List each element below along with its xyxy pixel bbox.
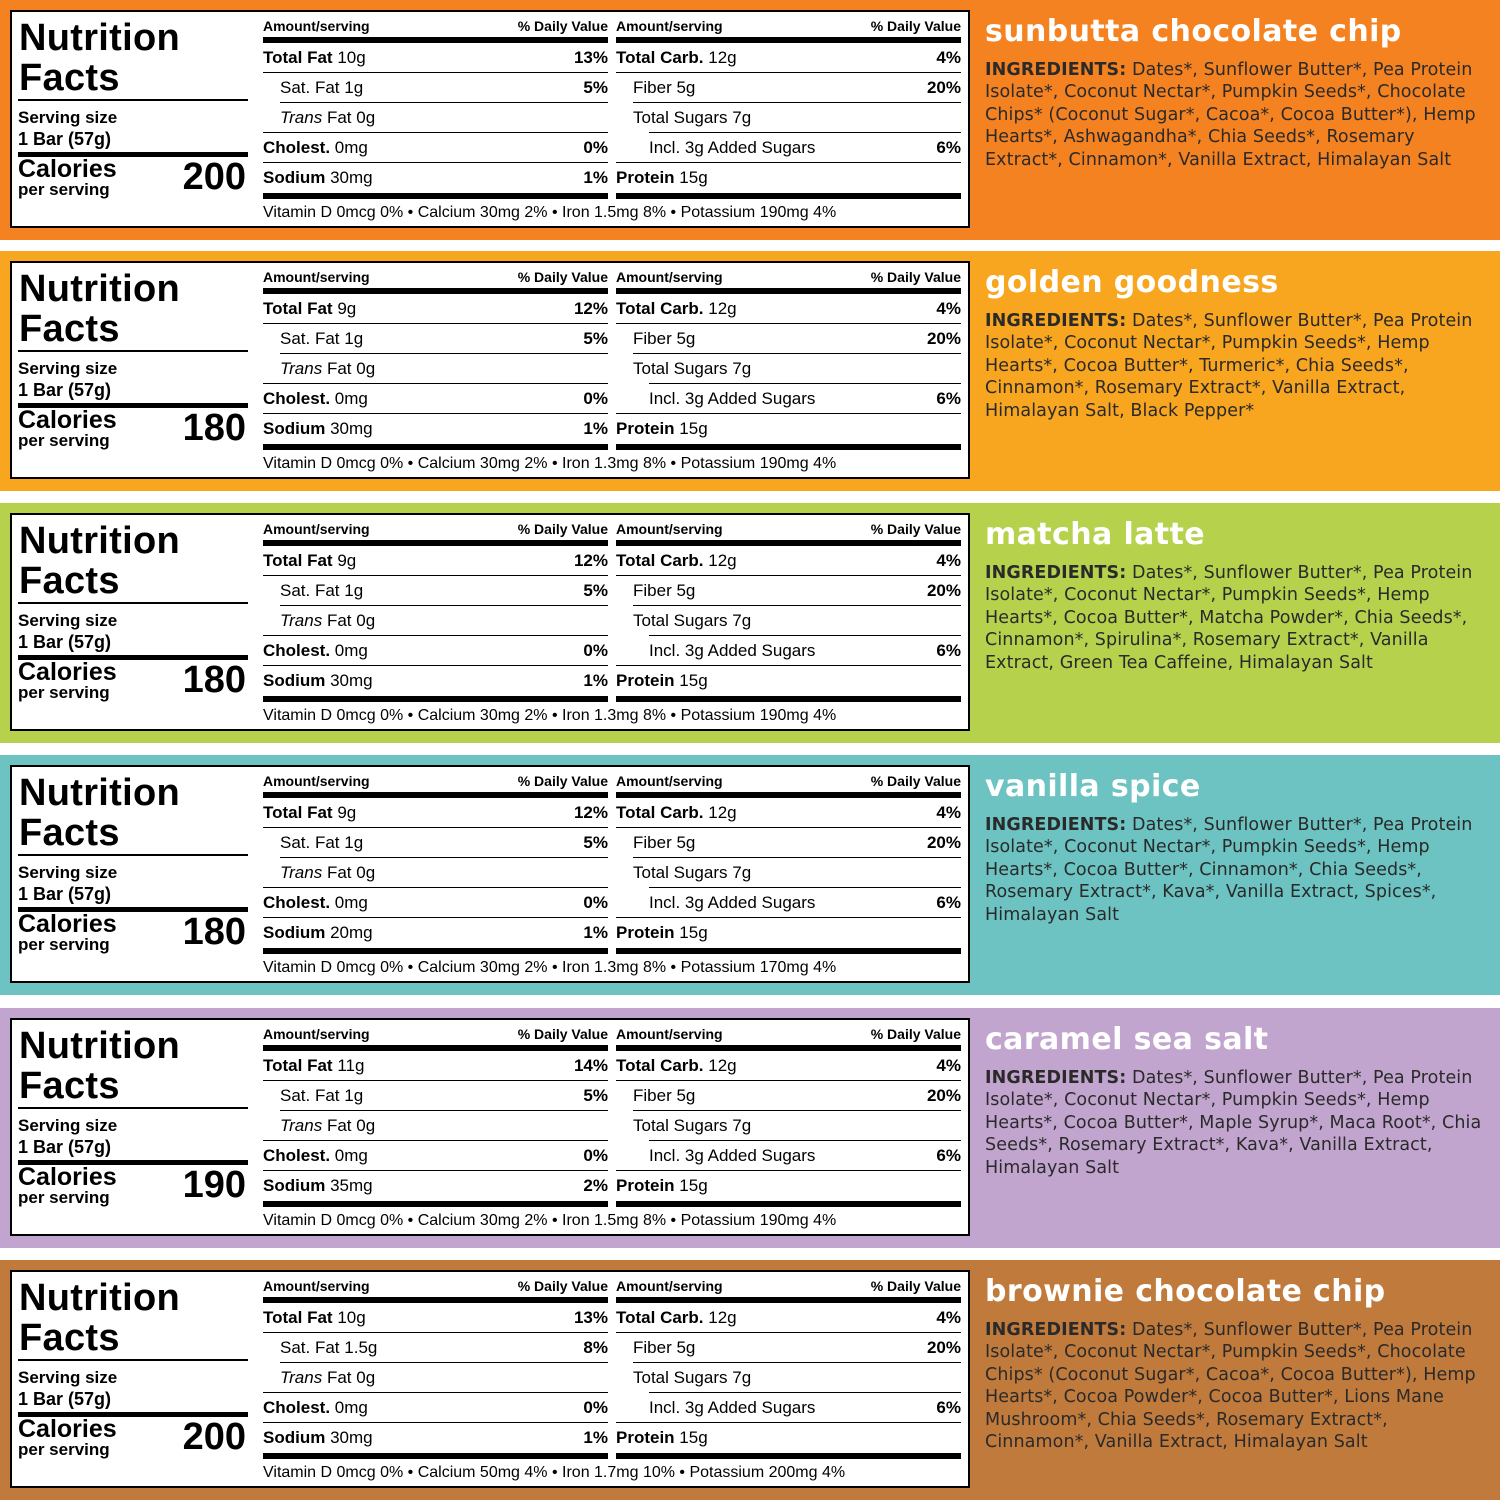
- nutrition-facts-title: Nutrition Facts: [19, 1277, 180, 1359]
- total-sugars-row: Total Sugars 7g: [633, 108, 752, 127]
- divider: [616, 1453, 961, 1459]
- sodium-row: Sodium 20mg 1%: [263, 923, 608, 942]
- nutrient-column-carb: [616, 1020, 961, 1212]
- serving-size-value: 1 Bar (57g): [18, 380, 112, 400]
- column-header: Amount/serving % Daily Value: [263, 1278, 608, 1294]
- cholesterol-row: Cholest. 0mg 0%: [263, 1398, 608, 1417]
- trans-fat-row: Trans Fat 0g: [280, 359, 376, 378]
- nutrition-facts-label: [10, 1018, 970, 1236]
- column-header: Amount/serving % Daily Value: [616, 18, 961, 34]
- nutrition-facts-title: Nutrition Facts: [19, 520, 180, 602]
- nutrition-facts-label: [10, 261, 970, 479]
- total-sugars-row: Total Sugars 7g: [633, 1116, 752, 1135]
- added-sugars-row: Incl. 3g Added Sugars 6%: [649, 1146, 961, 1165]
- serving-size-heading: Serving size: [18, 611, 118, 630]
- nutrient-column-fat: [263, 515, 608, 707]
- protein-row: Protein 15g: [616, 1176, 708, 1195]
- divider: [263, 444, 608, 450]
- sodium-row: Sodium 30mg 1%: [263, 419, 608, 438]
- sat-fat-row: Sat. Fat 1g 5%: [280, 1086, 608, 1105]
- ingredients-list: [985, 814, 1485, 926]
- column-header: Amount/serving % Daily Value: [263, 18, 608, 34]
- flavor-name: vanilla spice: [985, 769, 1201, 804]
- nutrition-facts-title: Nutrition Facts: [19, 772, 180, 854]
- calories-value: 190: [182, 1164, 246, 1206]
- serving-size-heading: Serving size: [18, 359, 118, 378]
- total-fat-row: Total Fat 9g 12%: [263, 299, 608, 318]
- serving-size-value: 1 Bar (57g): [18, 1137, 112, 1157]
- divider: [616, 948, 961, 954]
- vitamins-minerals-line: Vitamin D 0mcg 0% • Calcium 30mg 2% • Iron 1.3mg 8% • Potassium 190mg 4%: [263, 707, 837, 724]
- trans-fat-row: Trans Fat 0g: [280, 611, 376, 630]
- calories-value: 180: [182, 911, 246, 953]
- total-fat-row: Total Fat 10g 13%: [263, 48, 608, 67]
- ingredients-heading: INGREDIENTS:: [985, 563, 1127, 583]
- trans-fat-row: Trans Fat 0g: [280, 1368, 376, 1387]
- ingredients-list: [985, 1319, 1485, 1453]
- vitamins-minerals-line: Vitamin D 0mcg 0% • Calcium 30mg 2% • Iron 1.5mg 8% • Potassium 190mg 4%: [263, 1212, 837, 1229]
- sodium-row: Sodium 35mg 2%: [263, 1176, 608, 1195]
- total-fat-row: Total Fat 9g 12%: [263, 551, 608, 570]
- ingredients-text: Dates*, Sunflower Butter*, Pea Protein Isolate*, Coconut Nectar*, Pumpkin Seeds*, Hemp Hearts*, Cocoa Butter*, Cinnamon*, Chia Seeds*, Rosemary Extract*, Kava*, Vanilla Extract, Spices*, Himalayan Salt: [985, 815, 1473, 925]
- sodium-row: Sodium 30mg 1%: [263, 671, 608, 690]
- total-fat-row: Total Fat 11g 14%: [263, 1056, 608, 1075]
- sodium-row: Sodium 30mg 1%: [263, 168, 608, 187]
- protein-row: Protein 15g: [616, 419, 708, 438]
- divider: [616, 696, 961, 702]
- ingredients-heading: INGREDIENTS:: [985, 1068, 1127, 1088]
- sat-fat-row: Sat. Fat 1g 5%: [280, 833, 608, 852]
- column-header: Amount/serving % Daily Value: [616, 1278, 961, 1294]
- divider: [616, 193, 961, 199]
- total-sugars-row: Total Sugars 7g: [633, 359, 752, 378]
- product-panel-2: [0, 251, 1500, 491]
- product-panel-5: [0, 1008, 1500, 1248]
- serving-size-heading: Serving size: [18, 1368, 118, 1387]
- flavor-name: brownie chocolate chip: [985, 1274, 1386, 1309]
- flavor-name: caramel sea salt: [985, 1022, 1269, 1057]
- added-sugars-row: Incl. 3g Added Sugars 6%: [649, 641, 961, 660]
- cholesterol-row: Cholest. 0mg 0%: [263, 138, 608, 157]
- protein-row: Protein 15g: [616, 168, 708, 187]
- divider: [263, 1453, 608, 1459]
- divider: [616, 444, 961, 450]
- trans-fat-row: Trans Fat 0g: [280, 863, 376, 882]
- ingredients-text: Dates*, Sunflower Butter*, Pea Protein Isolate*, Coconut Nectar*, Pumpkin Seeds*, Hemp Hearts*, Cocoa Butter*, Maple Syrup*, Maca Root*, Chia Seeds*, Rosemary Extract*, Kava*, Vanilla Extract, Himalayan Salt: [985, 1068, 1482, 1178]
- column-header: Amount/serving % Daily Value: [263, 521, 608, 537]
- ingredients-text: Dates*, Sunflower Butter*, Pea Protein Isolate*, Coconut Nectar*, Pumpkin Seeds*, Hemp Hearts*, Cocoa Butter*, Matcha Powder*, Chia Seeds*, Cinnamon*, Spirulina*, Rosemary Extract*, Vanilla Extract, Green Tea Caffeine, Himalayan Salt: [985, 563, 1473, 673]
- ingredients-list: [985, 310, 1485, 422]
- ingredients-heading: INGREDIENTS:: [985, 60, 1127, 80]
- fiber-row: Fiber 5g 20%: [633, 581, 961, 600]
- calories-subheading: per serving: [18, 935, 110, 954]
- total-sugars-row: Total Sugars 7g: [633, 611, 752, 630]
- fiber-row: Fiber 5g 20%: [633, 78, 961, 97]
- sat-fat-row: Sat. Fat 1g 5%: [280, 329, 608, 348]
- calories-value: 200: [182, 156, 246, 198]
- nutrition-facts-label: [10, 513, 970, 731]
- total-carb-row: Total Carb. 12g 4%: [616, 1308, 961, 1327]
- vitamins-minerals-line: Vitamin D 0mcg 0% • Calcium 30mg 2% • Iron 1.3mg 8% • Potassium 190mg 4%: [263, 455, 837, 472]
- nutrient-column-fat: [263, 767, 608, 959]
- calories-subheading: per serving: [18, 1188, 110, 1207]
- divider: [18, 602, 248, 604]
- calories-subheading: per serving: [18, 431, 110, 450]
- serving-size-heading: Serving size: [18, 108, 118, 127]
- serving-size-value: 1 Bar (57g): [18, 1389, 112, 1409]
- total-sugars-row: Total Sugars 7g: [633, 1368, 752, 1387]
- vitamins-minerals-line: Vitamin D 0mcg 0% • Calcium 30mg 2% • Iron 1.5mg 8% • Potassium 190mg 4%: [263, 204, 837, 221]
- protein-row: Protein 15g: [616, 1428, 708, 1447]
- divider: [263, 193, 608, 199]
- total-carb-row: Total Carb. 12g 4%: [616, 1056, 961, 1075]
- serving-size-heading: Serving size: [18, 1116, 118, 1135]
- nutrition-facts-label: [10, 10, 970, 228]
- divider: [18, 350, 248, 352]
- added-sugars-row: Incl. 3g Added Sugars 6%: [649, 893, 961, 912]
- divider: [616, 1201, 961, 1207]
- cholesterol-row: Cholest. 0mg 0%: [263, 893, 608, 912]
- divider: [18, 1359, 248, 1361]
- nutrient-column-carb: [616, 12, 961, 204]
- calories-heading: Calories: [18, 1415, 117, 1443]
- nutrition-facts-label: [10, 1270, 970, 1488]
- column-header: Amount/serving % Daily Value: [616, 773, 961, 789]
- flavor-name: golden goodness: [985, 265, 1279, 300]
- divider: [18, 854, 248, 856]
- nutrition-facts-title: Nutrition Facts: [19, 268, 180, 350]
- column-header: Amount/serving % Daily Value: [616, 1026, 961, 1042]
- nutrient-column-carb: [616, 515, 961, 707]
- calories-heading: Calories: [18, 910, 117, 938]
- sat-fat-row: Sat. Fat 1g 5%: [280, 78, 608, 97]
- serving-size-heading: Serving size: [18, 863, 118, 882]
- nutrient-column-fat: [263, 1020, 608, 1212]
- serving-size-value: 1 Bar (57g): [18, 632, 112, 652]
- total-carb-row: Total Carb. 12g 4%: [616, 48, 961, 67]
- calories-subheading: per serving: [18, 1440, 110, 1459]
- column-header: Amount/serving % Daily Value: [263, 773, 608, 789]
- vitamins-minerals-line: Vitamin D 0mcg 0% • Calcium 30mg 2% • Iron 1.3mg 8% • Potassium 170mg 4%: [263, 959, 837, 976]
- calories-value: 180: [182, 659, 246, 701]
- divider: [263, 1201, 608, 1207]
- total-carb-row: Total Carb. 12g 4%: [616, 551, 961, 570]
- sat-fat-row: Sat. Fat 1g 5%: [280, 581, 608, 600]
- divider: [18, 1107, 248, 1109]
- nutrient-column-fat: [263, 12, 608, 204]
- flavor-name: matcha latte: [985, 517, 1206, 552]
- product-panel-6: [0, 1260, 1500, 1500]
- fiber-row: Fiber 5g 20%: [633, 329, 961, 348]
- protein-row: Protein 15g: [616, 671, 708, 690]
- column-header: Amount/serving % Daily Value: [263, 269, 608, 285]
- added-sugars-row: Incl. 3g Added Sugars 6%: [649, 138, 961, 157]
- ingredients-list: [985, 59, 1485, 171]
- divider: [263, 948, 608, 954]
- ingredients-text: Dates*, Sunflower Butter*, Pea Protein Isolate*, Coconut Nectar*, Pumpkin Seeds*, Chocolate Chips* (Coconut Sugar*, Cacoa*, Cocoa Butter*), Hemp Hearts*, Ashwagandha*, Chia Seeds*, Rosemary Extract*, Cinnamon*, Vanilla Extract, Himalayan Salt: [985, 60, 1476, 170]
- total-carb-row: Total Carb. 12g 4%: [616, 299, 961, 318]
- calories-subheading: per serving: [18, 683, 110, 702]
- calories-heading: Calories: [18, 658, 117, 686]
- flavor-name: sunbutta chocolate chip: [985, 14, 1402, 49]
- cholesterol-row: Cholest. 0mg 0%: [263, 641, 608, 660]
- total-sugars-row: Total Sugars 7g: [633, 863, 752, 882]
- cholesterol-row: Cholest. 0mg 0%: [263, 389, 608, 408]
- nutrient-column-fat: [263, 1272, 608, 1464]
- product-panel-4: [0, 755, 1500, 995]
- nutrient-column-carb: [616, 767, 961, 959]
- added-sugars-row: Incl. 3g Added Sugars 6%: [649, 389, 961, 408]
- ingredients-list: [985, 562, 1485, 674]
- calories-heading: Calories: [18, 406, 117, 434]
- serving-size-value: 1 Bar (57g): [18, 884, 112, 904]
- sat-fat-row: Sat. Fat 1.5g 8%: [280, 1338, 608, 1357]
- calories-heading: Calories: [18, 155, 117, 183]
- product-panel-1: [0, 0, 1500, 240]
- fiber-row: Fiber 5g 20%: [633, 833, 961, 852]
- total-carb-row: Total Carb. 12g 4%: [616, 803, 961, 822]
- divider: [18, 99, 248, 101]
- ingredients-list: [985, 1067, 1485, 1179]
- calories-value: 200: [182, 1416, 246, 1458]
- trans-fat-row: Trans Fat 0g: [280, 1116, 376, 1135]
- total-fat-row: Total Fat 10g 13%: [263, 1308, 608, 1327]
- ingredients-text: Dates*, Sunflower Butter*, Pea Protein Isolate*, Coconut Nectar*, Pumpkin Seeds*, Hemp Hearts*, Cocoa Butter*, Turmeric*, Chia Seeds*, Cinnamon*, Rosemary Extract*, Vanilla Extract, Himalayan Salt, Black Pepper*: [985, 311, 1473, 421]
- fiber-row: Fiber 5g 20%: [633, 1086, 961, 1105]
- calories-heading: Calories: [18, 1163, 117, 1191]
- ingredients-heading: INGREDIENTS:: [985, 311, 1127, 331]
- ingredients-heading: INGREDIENTS:: [985, 1320, 1127, 1340]
- serving-size-value: 1 Bar (57g): [18, 129, 112, 149]
- total-fat-row: Total Fat 9g 12%: [263, 803, 608, 822]
- nutrient-column-fat: [263, 263, 608, 455]
- nutrient-column-carb: [616, 1272, 961, 1464]
- ingredients-heading: INGREDIENTS:: [985, 815, 1127, 835]
- trans-fat-row: Trans Fat 0g: [280, 108, 376, 127]
- protein-row: Protein 15g: [616, 923, 708, 942]
- divider: [263, 696, 608, 702]
- nutrient-column-carb: [616, 263, 961, 455]
- sodium-row: Sodium 30mg 1%: [263, 1428, 608, 1447]
- column-header: Amount/serving % Daily Value: [263, 1026, 608, 1042]
- column-header: Amount/serving % Daily Value: [616, 269, 961, 285]
- calories-subheading: per serving: [18, 180, 110, 199]
- column-header: Amount/serving % Daily Value: [616, 521, 961, 537]
- nutrition-facts-title: Nutrition Facts: [19, 1025, 180, 1107]
- fiber-row: Fiber 5g 20%: [633, 1338, 961, 1357]
- vitamins-minerals-line: Vitamin D 0mcg 0% • Calcium 50mg 4% • Iron 1.7mg 10% • Potassium 200mg 4%: [263, 1464, 846, 1481]
- nutrition-facts-title: Nutrition Facts: [19, 17, 180, 99]
- calories-value: 180: [182, 407, 246, 449]
- product-panel-3: [0, 503, 1500, 743]
- nutrition-facts-label: [10, 765, 970, 983]
- ingredients-text: Dates*, Sunflower Butter*, Pea Protein Isolate*, Coconut Nectar*, Pumpkin Seeds*, Chocolate Chips* (Coconut Sugar*, Cacoa*, Cocoa Butter*), Hemp Hearts*, Cocoa Powder*, Cocoa Butter*, Lions Mane Mushroom*, Chia Seeds*, Rosemary Extract*, Cinnamon*, Vanilla Extract, Himalayan Salt: [985, 1320, 1476, 1453]
- added-sugars-row: Incl. 3g Added Sugars 6%: [649, 1398, 961, 1417]
- cholesterol-row: Cholest. 0mg 0%: [263, 1146, 608, 1165]
